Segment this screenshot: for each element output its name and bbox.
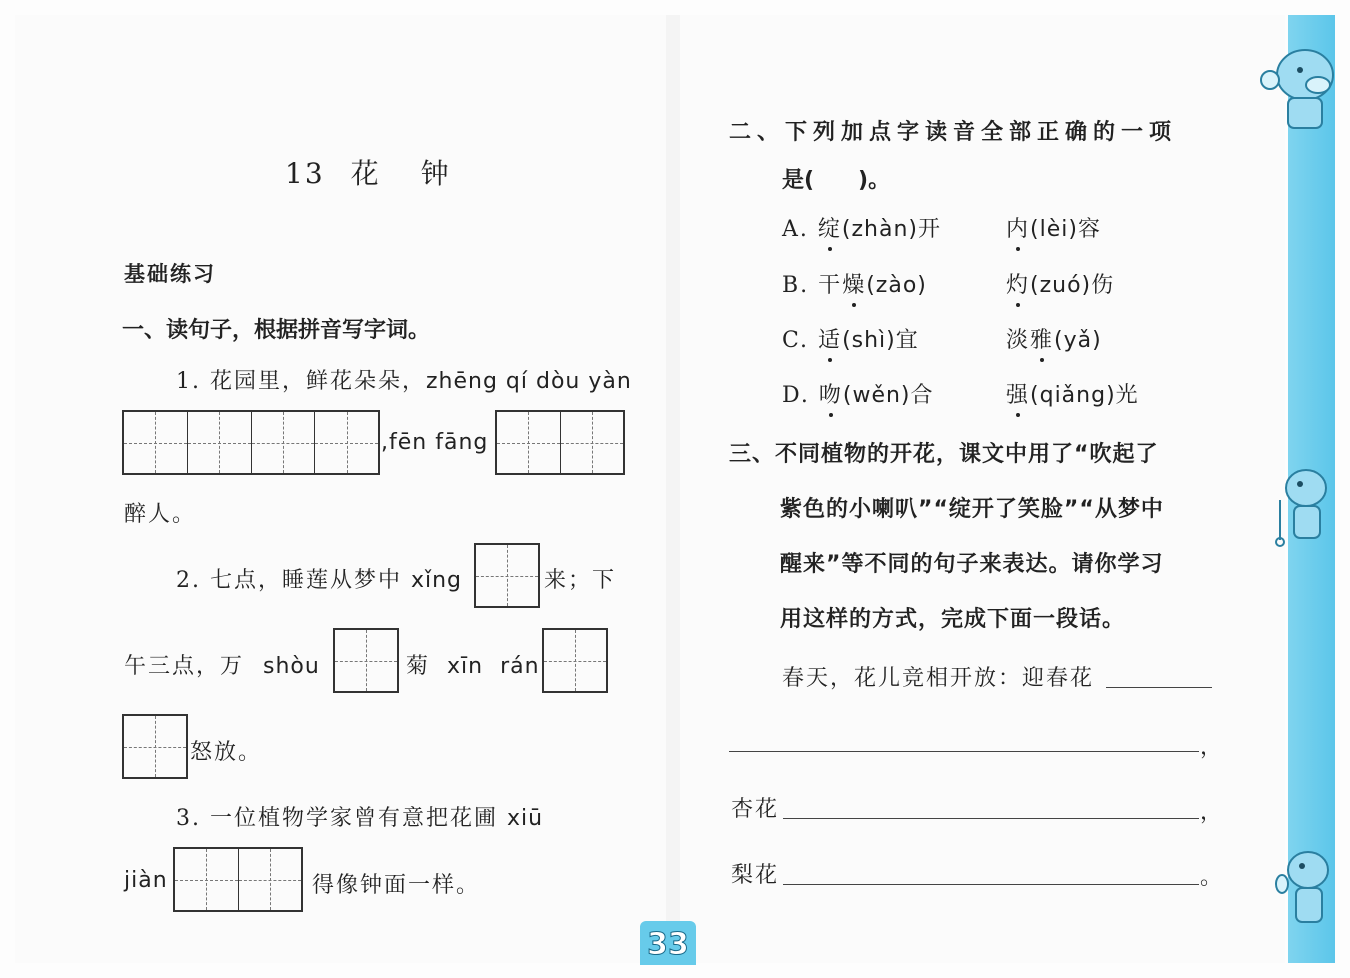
mascot-fox-icon	[1268, 460, 1338, 555]
answer-box-shou[interactable]	[333, 628, 399, 693]
section-label: 基础练习	[124, 262, 216, 286]
q1-s2-line2: 午三点，万 shòu	[124, 654, 320, 679]
q2-option-d-b: 强(qiǎng)光	[1006, 378, 1139, 409]
q3-comma-2: ，	[1200, 800, 1225, 825]
q2-heading2: 是( )。	[782, 168, 891, 193]
answer-box-xing[interactable]	[474, 543, 540, 608]
q1-s3-text: 3. 一位植物学家曾有意把花圃 xiū	[176, 806, 544, 831]
page-number: 33	[640, 921, 696, 965]
q2-option-a[interactable]: A. 绽(zhàn)开	[782, 212, 941, 243]
q2-heading: 二、下列加点字读音全部正确的一项	[729, 120, 1178, 145]
q1-s2-end: 怒放。	[190, 740, 263, 765]
q3-apricot-label: 杏花	[731, 797, 780, 822]
answer-line-yingchun[interactable]	[1106, 687, 1212, 688]
q1-s3-end: 得像钟面一样。	[312, 873, 481, 898]
q3-pear-label: 梨花	[731, 863, 780, 888]
answer-box-xinran-2[interactable]	[122, 714, 188, 779]
q1-s2-mid: 菊 xīn rán	[406, 654, 540, 679]
q3-line-2: 紫色的小喇叭”“绽开了笑脸”“从梦中	[780, 497, 1164, 522]
q1-s2-after: 来；下	[544, 568, 617, 593]
lesson-title-char2: 钟	[420, 157, 455, 190]
q1-s3-pinyin: xiū	[506, 806, 544, 831]
answer-box-fenfang[interactable]	[495, 410, 625, 475]
q1-s1-end: 醉人。	[124, 502, 197, 527]
q1-s1-mid-pinyin: ,fēn fāng	[381, 430, 489, 455]
q2-option-a-b: 内(lèi)容	[1006, 212, 1101, 243]
q3-line-4: 用这样的方式，完成下面一段话。	[780, 607, 1126, 632]
mascot-pig-icon	[1250, 40, 1340, 135]
lesson-number: 13	[285, 157, 325, 190]
q1-s3-pinyin2: jiàn	[124, 868, 168, 893]
answer-line-pear[interactable]	[783, 884, 1199, 885]
q2-option-b[interactable]: B. 干燥(zào)	[782, 268, 927, 299]
q1-s1-text	[176, 364, 632, 395]
book-gutter	[666, 15, 680, 963]
q1-heading: 一、读句子，根据拼音写字词。	[122, 318, 431, 343]
q3-line-1: 三、不同植物的开花，课文中用了“吹起了	[729, 442, 1159, 467]
q3-prompt: 春天，花儿竞相开放：迎春花	[782, 666, 1095, 691]
q2-option-d[interactable]: D. 吻(wěn)合	[782, 378, 934, 409]
lesson-title	[285, 152, 455, 192]
mascot-mouse-icon	[1268, 840, 1338, 935]
q1-s2-pinyin2: shòu	[263, 654, 320, 679]
answer-line-apricot[interactable]	[783, 818, 1199, 819]
answer-line-yingchun-2[interactable]	[729, 751, 1199, 752]
q3-period: 。	[1200, 865, 1225, 890]
answer-box-xiujian[interactable]	[173, 847, 303, 912]
answer-box-zhengqidouyan[interactable]	[122, 410, 380, 475]
answer-box-xinran[interactable]	[542, 628, 608, 693]
lesson-title-char1: 花	[350, 157, 385, 190]
q2-option-c-b: 淡雅(yǎ)	[1006, 323, 1102, 354]
q2-option-b-b: 灼(zuó)伤	[1006, 268, 1114, 299]
q1-s1-pinyin: zhēng qí dòu yàn	[425, 369, 632, 394]
q2-option-c[interactable]: C. 适(shì)宜	[782, 323, 919, 354]
q1-s2-text: 2. 七点，睡莲从梦中 xǐng	[176, 568, 463, 593]
q3-comma-1: ，	[1200, 735, 1225, 760]
q3-line-3: 醒来”等不同的句子来表达。请你学习	[780, 552, 1164, 577]
q1-s1-lead: 1. 花园里，鲜花朵朵，	[176, 369, 426, 394]
q1-s2-pinyin: xǐng	[410, 568, 463, 593]
